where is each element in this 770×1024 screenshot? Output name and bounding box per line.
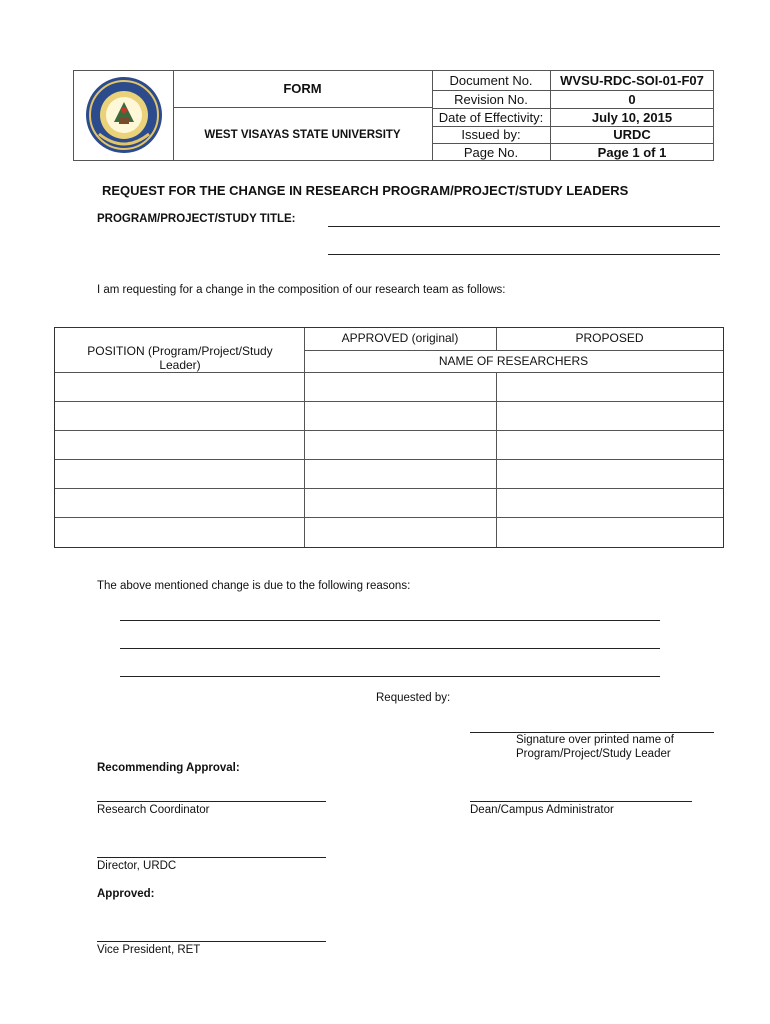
approved-label: Approved: bbox=[97, 888, 155, 900]
form-label: FORM bbox=[283, 81, 322, 96]
requested-by-label: Requested by: bbox=[376, 692, 451, 704]
names-header: NAME OF RESEARCHERS bbox=[438, 354, 589, 368]
reasons-label: The above mentioned change is due to the following reasons: bbox=[97, 580, 411, 592]
reason-line-1[interactable] bbox=[120, 620, 660, 621]
revision-no-label: Revision No. bbox=[454, 91, 528, 107]
effectivity-label: Date of Effectivity: bbox=[438, 109, 544, 125]
intro-text: I am requesting for a change in the composition of our research team as follows: bbox=[97, 284, 506, 296]
reason-line-3[interactable] bbox=[120, 676, 660, 677]
director-signature-line[interactable] bbox=[97, 857, 326, 858]
issued-by-label: Issued by: bbox=[461, 127, 521, 142]
vp-signature-line[interactable] bbox=[97, 941, 326, 942]
study-title-line-1[interactable] bbox=[328, 226, 720, 227]
signature-caption-2: Program/Project/Study Leader bbox=[516, 748, 671, 760]
study-title-label: PROGRAM/PROJECT/STUDY TITLE: bbox=[97, 213, 296, 225]
proposed-header: PROPOSED bbox=[575, 331, 644, 345]
research-coordinator-label: Research Coordinator bbox=[97, 804, 210, 816]
coordinator-signature-line[interactable] bbox=[97, 801, 326, 802]
issued-by-value: URDC bbox=[613, 127, 651, 142]
researchers-table bbox=[54, 327, 724, 548]
director-label: Director, URDC bbox=[97, 860, 177, 872]
revision-no-value: 0 bbox=[628, 91, 636, 107]
document-no-label: Document No. bbox=[449, 72, 533, 88]
vice-president-label: Vice President, RET bbox=[97, 944, 201, 956]
reason-line-2[interactable] bbox=[120, 648, 660, 649]
document-header bbox=[73, 70, 714, 161]
recommending-label: Recommending Approval: bbox=[97, 762, 240, 774]
page-no-value: Page 1 of 1 bbox=[597, 144, 667, 160]
position-header: POSITION (Program/Project/Study Leader) bbox=[87, 344, 273, 372]
dean-label: Dean/Campus Administrator bbox=[470, 804, 614, 816]
page-no-label: Page No. bbox=[463, 144, 519, 160]
leader-signature-line[interactable] bbox=[470, 732, 714, 733]
university-name: WEST VISAYAS STATE UNIVERSITY bbox=[204, 128, 401, 141]
dean-signature-line[interactable] bbox=[470, 801, 692, 802]
approved-header: APPROVED (original) bbox=[341, 331, 459, 345]
form-title: REQUEST FOR THE CHANGE IN RESEARCH PROGRAM/PROJECT/STUDY LEADERS bbox=[102, 183, 629, 198]
effectivity-value: July 10, 2015 bbox=[591, 109, 673, 125]
document-no-value: WVSU-RDC-SOI-01-F07 bbox=[560, 72, 704, 88]
signature-caption-1: Signature over printed name of bbox=[516, 734, 674, 746]
university-seal bbox=[79, 74, 169, 156]
study-title-line-2[interactable] bbox=[328, 254, 720, 255]
